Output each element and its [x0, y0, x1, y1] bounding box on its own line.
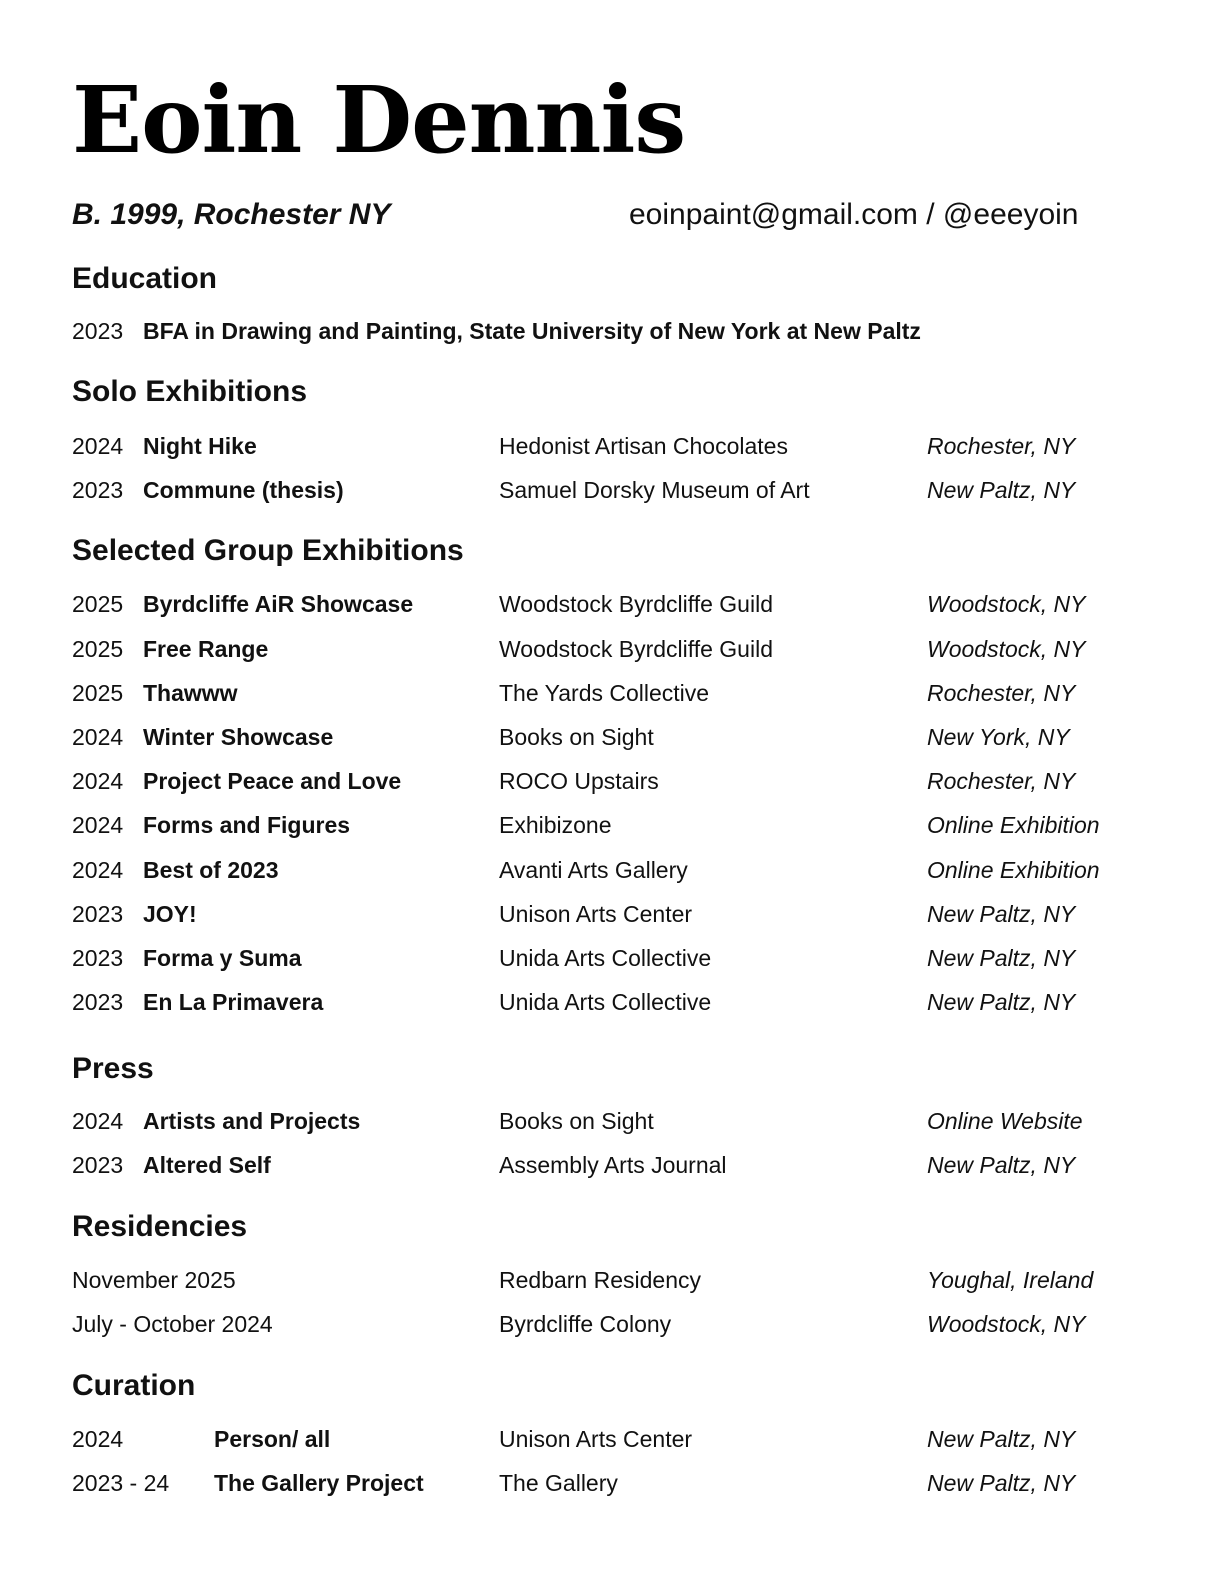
group-year: 2024 [72, 768, 124, 794]
press-row [0, 1152, 1224, 1186]
press-venue: Books on Sight [499, 1108, 654, 1134]
group-year: 2023 [72, 945, 124, 971]
curation-row [0, 1426, 1224, 1460]
solo-year: 2023 [72, 477, 124, 503]
solo-row [0, 477, 1224, 511]
group-venue: Avanti Arts Gallery [499, 857, 688, 883]
group-title: Byrdcliffe AiR Showcase [143, 591, 414, 617]
contact-info: eoinpaint@gmail.com / @eeeyoin [629, 198, 1079, 231]
group-row [0, 591, 1224, 625]
curation-venue: The Gallery [499, 1470, 618, 1496]
group-location: New Paltz, NY [927, 989, 1076, 1015]
group-location: Rochester, NY [927, 768, 1076, 794]
group-year: 2024 [72, 724, 124, 750]
press-heading: Press [72, 1052, 154, 1085]
solo-year: 2024 [72, 433, 124, 459]
group-row [0, 680, 1224, 714]
group-row [0, 768, 1224, 802]
group-venue: Woodstock Byrdcliffe Guild [499, 636, 773, 662]
press-title: Artists and Projects [143, 1108, 361, 1134]
curation-location: New Paltz, NY [927, 1470, 1076, 1496]
residency-row [0, 1311, 1224, 1345]
residency-location: Youghal, Ireland [927, 1267, 1094, 1293]
solo-venue: Samuel Dorsky Museum of Art [499, 477, 810, 503]
group-venue: Exhibizone [499, 812, 612, 838]
group-year: 2025 [72, 636, 124, 662]
press-title: Altered Self [143, 1152, 271, 1178]
group-title: Forms and Figures [143, 812, 351, 838]
curation-venue: Unison Arts Center [499, 1426, 693, 1452]
group-location: Woodstock, NY [927, 636, 1086, 662]
education-year: 2023 [72, 318, 124, 344]
solo-row [0, 433, 1224, 467]
press-row [0, 1108, 1224, 1142]
group-row [0, 945, 1224, 979]
residency-venue: Byrdcliffe Colony [499, 1311, 672, 1337]
group-location: Online Exhibition [927, 812, 1100, 838]
group-year: 2024 [72, 812, 124, 838]
group-year: 2024 [72, 857, 124, 883]
group-year: 2023 [72, 989, 124, 1015]
group-year: 2025 [72, 591, 124, 617]
group-year: 2025 [72, 680, 124, 706]
education-detail [143, 318, 921, 345]
curation-title: The Gallery Project [214, 1470, 424, 1496]
group-title: Best of 2023 [143, 857, 279, 883]
group-row [0, 989, 1224, 1023]
group-venue: Woodstock Byrdcliffe Guild [499, 591, 773, 617]
group-venue: Unida Arts Collective [499, 945, 712, 971]
curation-row [0, 1470, 1224, 1504]
group-location: New Paltz, NY [927, 945, 1076, 971]
group-title: Project Peace and Love [143, 768, 402, 794]
group-year: 2023 [72, 901, 124, 927]
group-location: New York, NY [927, 724, 1070, 750]
curation-year: 2024 [72, 1426, 124, 1452]
residency-venue: Redbarn Residency [499, 1267, 702, 1293]
group-heading: Selected Group Exhibitions [72, 534, 464, 567]
solo-venue: Hedonist Artisan Chocolates [499, 433, 788, 459]
group-row [0, 812, 1224, 846]
residency-row [0, 1267, 1224, 1301]
group-venue: ROCO Upstairs [499, 768, 659, 794]
group-venue: Unison Arts Center [499, 901, 693, 927]
group-title: En La Primavera [143, 989, 324, 1015]
group-venue: The Yards Collective [499, 680, 710, 706]
press-year: 2023 [72, 1152, 124, 1178]
group-title: JOY! [143, 901, 197, 927]
education-school: State University of New York at New Paltz [469, 318, 921, 344]
solo-location: Rochester, NY [927, 433, 1076, 459]
solo-location: New Paltz, NY [927, 477, 1076, 503]
press-location: Online Website [927, 1108, 1083, 1134]
group-location: New Paltz, NY [927, 901, 1076, 927]
solo-title: Commune (thesis) [143, 477, 344, 503]
press-location: New Paltz, NY [927, 1152, 1076, 1178]
press-year: 2024 [72, 1108, 124, 1134]
education-row [0, 318, 1224, 352]
artist-name: Eoin Dennis [72, 66, 686, 174]
residency-date: July - October 2024 [72, 1311, 273, 1337]
press-venue: Assembly Arts Journal [499, 1152, 727, 1178]
curation-location: New Paltz, NY [927, 1426, 1076, 1452]
curation-title: Person/ all [214, 1426, 331, 1452]
curation-heading: Curation [72, 1369, 196, 1402]
residency-location: Woodstock, NY [927, 1311, 1086, 1337]
group-venue: Books on Sight [499, 724, 654, 750]
education-degree: BFA in Drawing and Painting, [143, 318, 463, 344]
group-row [0, 636, 1224, 670]
group-row [0, 724, 1224, 758]
curation-year: 2023 - 24 [72, 1470, 170, 1496]
group-location: Woodstock, NY [927, 591, 1086, 617]
group-title: Free Range [143, 636, 269, 662]
education-heading: Education [72, 262, 218, 295]
solo-heading: Solo Exhibitions [72, 375, 308, 408]
group-title: Thawww [143, 680, 238, 706]
group-row [0, 901, 1224, 935]
group-location: Online Exhibition [927, 857, 1100, 883]
residencies-heading: Residencies [72, 1210, 248, 1243]
group-location: Rochester, NY [927, 680, 1076, 706]
residency-date: November 2025 [72, 1267, 236, 1293]
group-venue: Unida Arts Collective [499, 989, 712, 1015]
group-title: Winter Showcase [143, 724, 334, 750]
group-row [0, 857, 1224, 891]
solo-title: Night Hike [143, 433, 257, 459]
group-title: Forma y Suma [143, 945, 302, 971]
birth-info: B. 1999, Rochester NY [72, 198, 391, 231]
